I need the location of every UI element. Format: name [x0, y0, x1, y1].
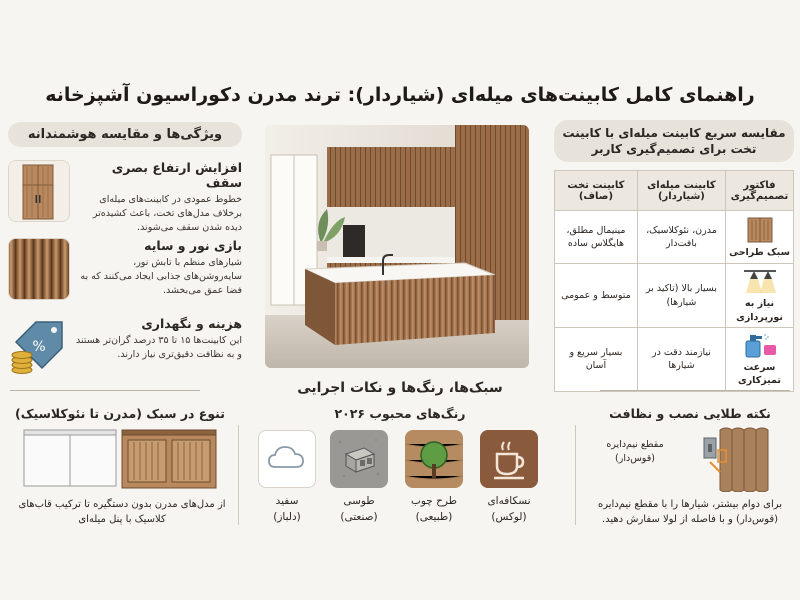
feature-title: افزایش ارتفاع بصری سقف [111, 160, 242, 190]
feature-cost-maintenance [8, 316, 242, 386]
swatch-label-main: نسکافه‌ای [487, 495, 531, 507]
feature-text: خطوط عمودی در کابینت‌های میله‌ای برخلاف مدل‌های تخت، باعث کشیده‌تر دیده شدن سقف می‌شوند. [92, 194, 242, 233]
feature-light-shadow [8, 238, 242, 308]
swatch-label [471, 494, 547, 526]
swatch-white [258, 430, 316, 488]
table-header-row [555, 171, 794, 211]
swatch-label-main: طرح چوب [410, 495, 458, 507]
feature-text: شیارهای منظم با تابش نور، سایه‌روشن‌های جذابی ایجاد می‌کنند که به فضا عمق می‌بخشد. [80, 257, 242, 296]
spray-bottle-icon [740, 331, 780, 359]
flat-cell: متوسط و عمومی [555, 264, 638, 328]
flat-cell: مینیمال مطلق، هایگلاس ساده [555, 211, 638, 264]
fluted-cell: مدرن، نئوکلاسیک، بافت‌دار [637, 211, 725, 264]
factor-label: نیاز به نورپردازی [736, 298, 783, 323]
svg-text:%: % [32, 339, 46, 355]
spotlight-icon [740, 267, 780, 295]
feature-title: بازی نور و سایه [144, 238, 242, 253]
swatch-label-sub: (طبیعی) [415, 510, 453, 523]
factor-cell [726, 211, 794, 264]
fluted-cell: نیازمند دقت در شیارها [637, 327, 725, 391]
swatch-label-main: طوسی [343, 495, 375, 507]
swatch-label [249, 494, 325, 526]
cabinet-icon [740, 216, 780, 244]
column-divider [238, 425, 239, 525]
fluted-cell: بسیار بالا (تاکید بر شیارها) [637, 264, 725, 328]
comparison-table [554, 170, 794, 391]
section-title: سبک‌ها، رنگ‌ها و نکات اجرایی [297, 380, 503, 396]
kitchen-illustration [265, 125, 529, 368]
styles-title: تنوع در سبک (مدرن تا نئوکلاسیک) [15, 406, 225, 421]
tree-icon [405, 430, 463, 488]
concrete-block-icon [330, 430, 388, 488]
factor-cell [726, 264, 794, 328]
comparison-panel [554, 120, 794, 387]
features-panel [8, 122, 242, 370]
page-title: راهنمای کامل کابینت‌های میله‌ای (شیاردار): ترند مدرن دکوراسیون آشپزخانه [45, 84, 755, 106]
feature-text: این کابینت‌ها ۱۵ تا ۳۵ درصد گران‌تر هستند و به نظافت دقیق‌تری نیاز دارند. [75, 335, 242, 360]
tall-cabinet-icon [8, 160, 70, 222]
features-header: ویژگی‌ها و مقایسه هوشمندانه [8, 122, 242, 147]
styles-text: از مدل‌های مدرن بدون دستگیره تا ترکیب قاب‌های کلاسیک با پنل میله‌ای [18, 499, 226, 525]
factor-cell [726, 327, 794, 391]
swatch-label-main: سفید [275, 495, 299, 507]
base-cabinets-icon [18, 426, 228, 492]
feature-title: هزینه و نگهداری [141, 316, 242, 331]
column-divider [575, 425, 576, 525]
table-row [555, 211, 794, 264]
fluted-panel-icon [8, 238, 70, 300]
swatch-wood [405, 430, 463, 488]
factor-label: سرعت تمیزکاری [738, 361, 781, 387]
divider [600, 390, 790, 391]
coffee-cup-icon [480, 430, 538, 488]
column-header: کابینت میله‌ای (شیاردار) [637, 171, 725, 211]
swatch-nescafe [480, 430, 538, 488]
swatch-gray [330, 430, 388, 488]
column-header: فاکتور تصمیم‌گیری [726, 171, 794, 211]
factor-label: سبک طراحی [729, 246, 790, 258]
install-title: نکته طلایی نصب و نظافت [609, 406, 771, 421]
colors-title: رنگ‌های محبوب ۲۰۲۶ [334, 406, 466, 421]
divider [10, 390, 200, 391]
cloud-icon [259, 431, 315, 487]
flat-cell: بسیار سریع و آسان [555, 327, 638, 391]
swatch-label [396, 494, 472, 526]
price-tag-coins-icon [8, 316, 70, 378]
swatch-label-sub: (دلباز) [273, 510, 301, 523]
swatch-label-sub: (لوکس) [491, 510, 527, 523]
install-callout: مقطع نیم‌دایره (قوس‌دار) [606, 439, 664, 465]
swatch-label-sub: (صنعتی) [340, 510, 378, 523]
table-row [555, 264, 794, 328]
feature-ceiling-height [8, 160, 242, 233]
column-header: کابینت تخت (صاف) [555, 171, 638, 211]
swatch-label [321, 494, 397, 526]
install-text: برای دوام بیشتر، شیارها را با مقطع نیم‌دایره (قوس‌دار) و با فاصله از لولا سفارش دهید. [597, 499, 783, 525]
comparison-header: مقایسه سریع کابینت میله‌ای با کابینت تخت برای تصمیم‌گیری کاربر [554, 120, 794, 162]
